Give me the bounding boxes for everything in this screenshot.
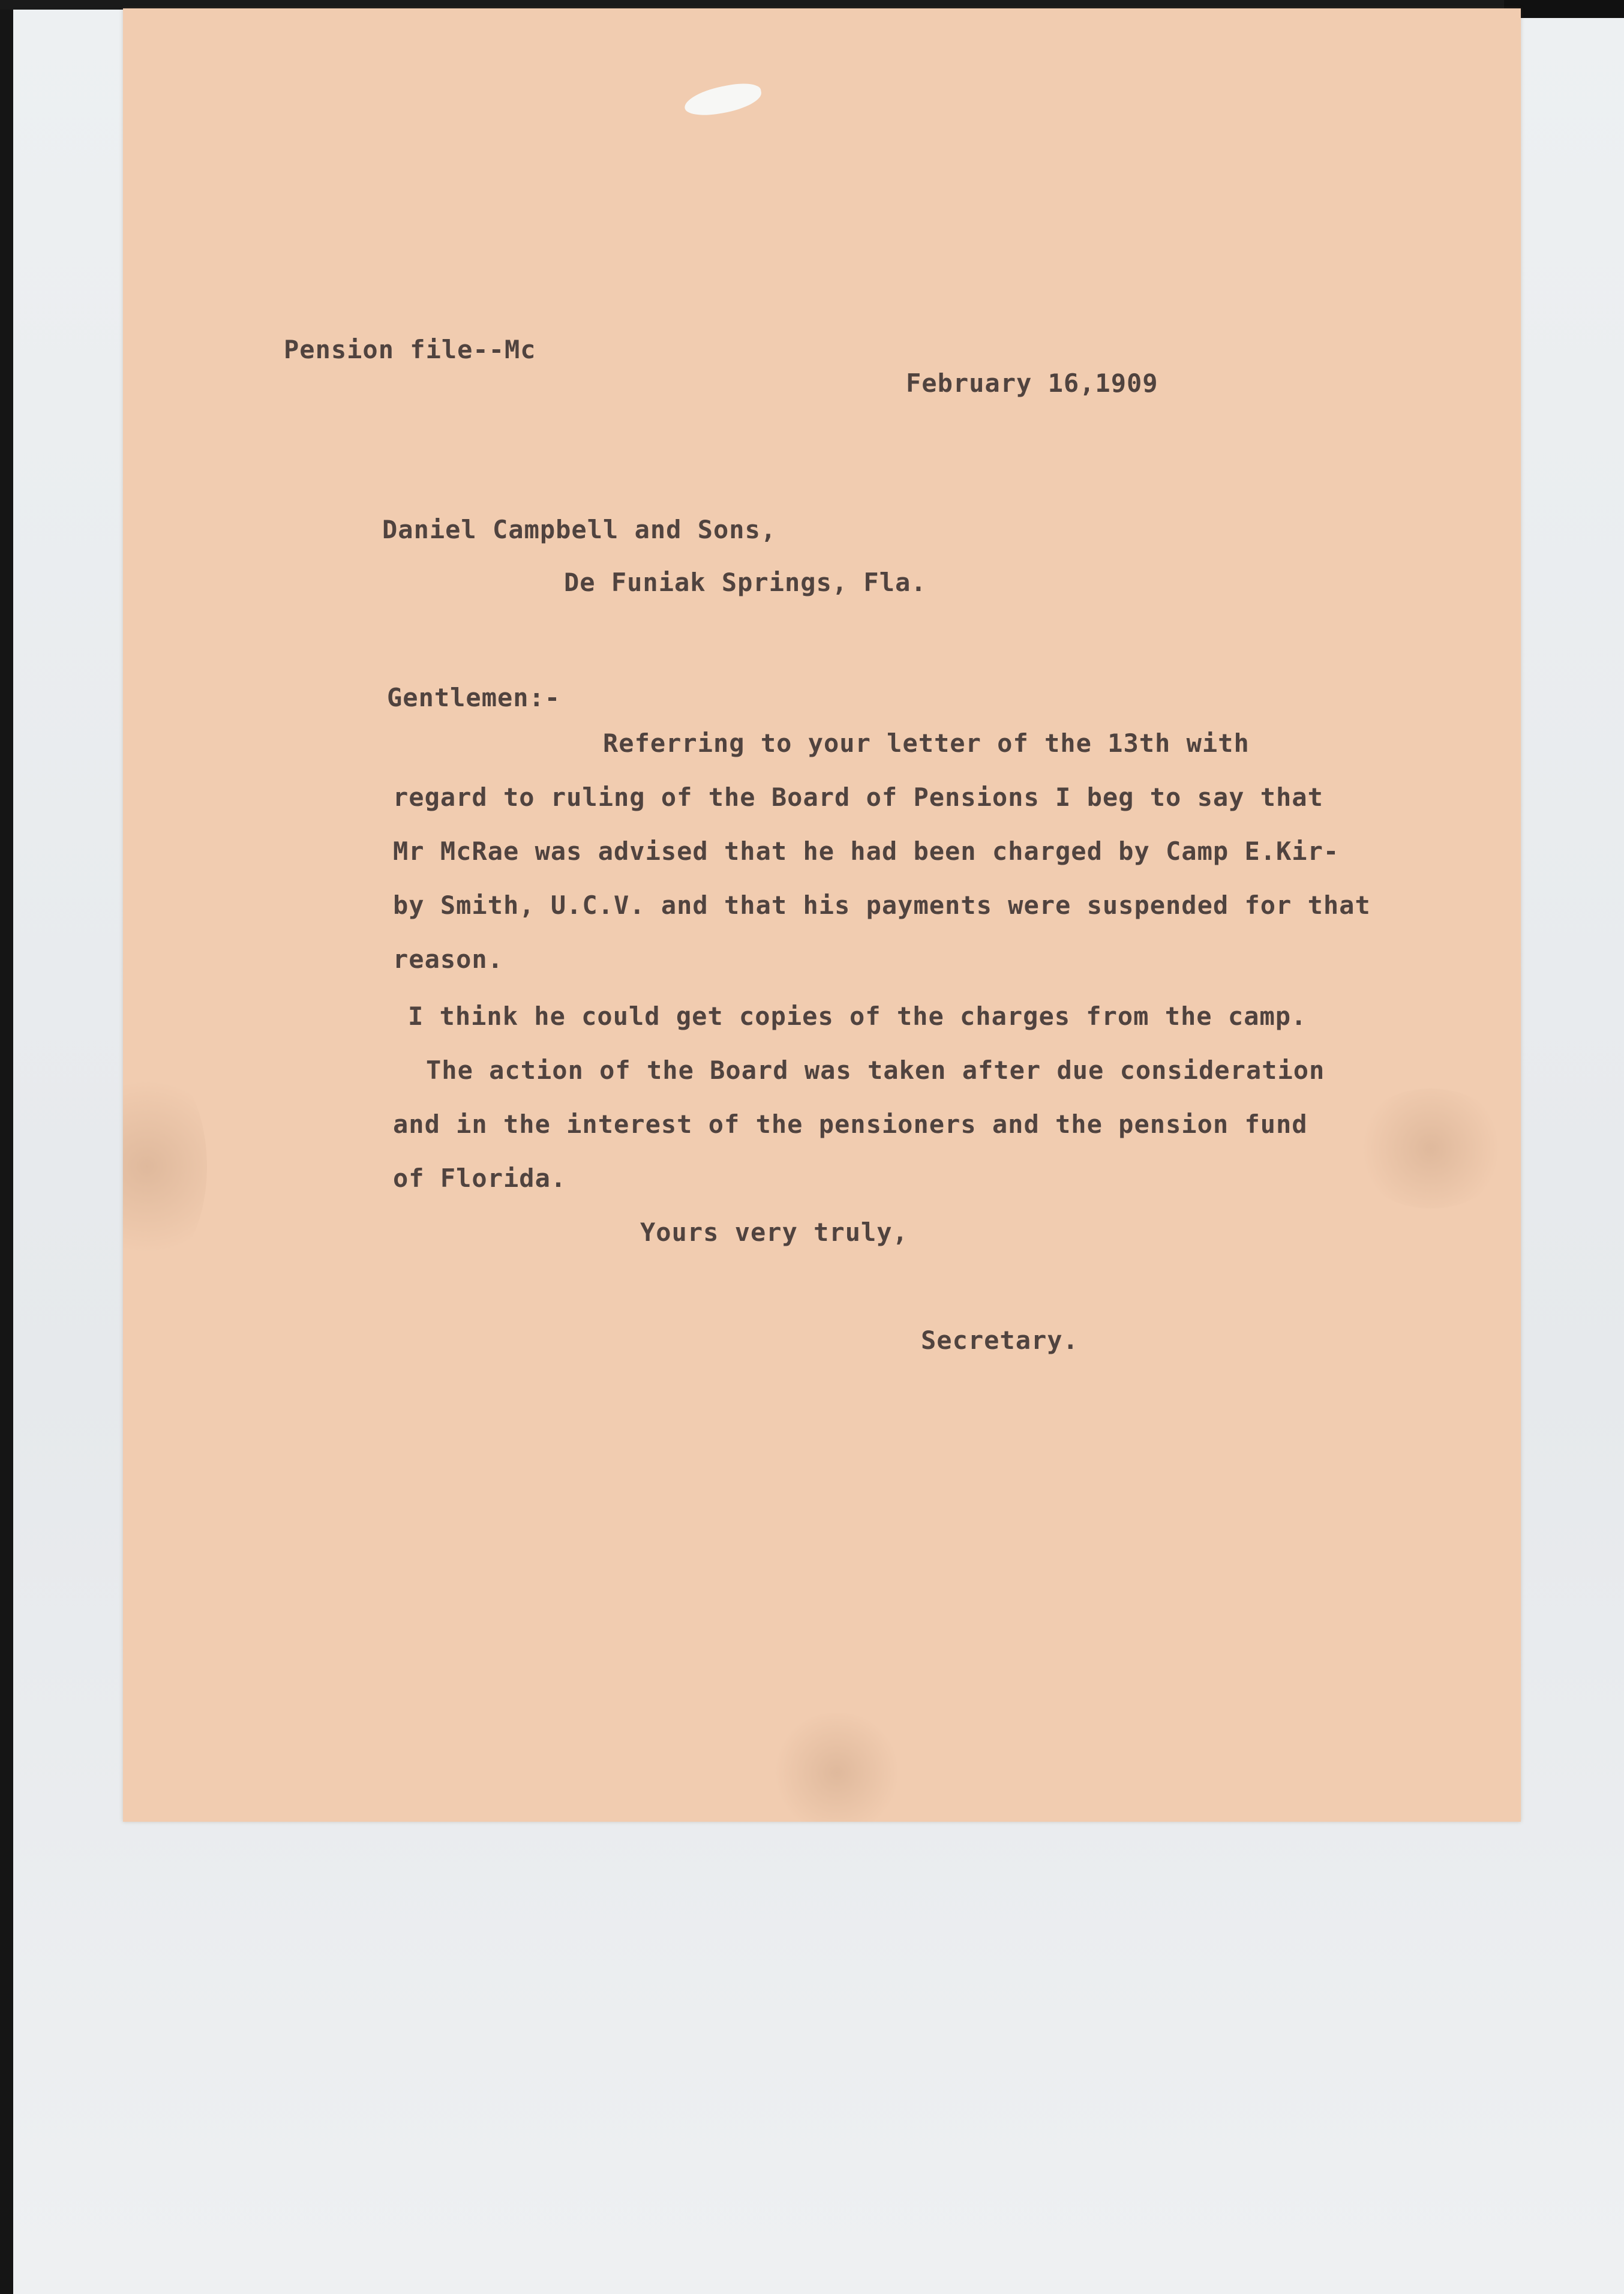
letter-sheet	[123, 8, 1521, 1822]
body-line: by Smith, U.C.V. and that his payments were suspended for that	[393, 890, 1371, 920]
torn-punch-hole	[682, 80, 764, 119]
paper-stain	[771, 1713, 903, 1822]
scanner-edge-right	[1504, 0, 1624, 18]
body-line: reason.	[393, 944, 504, 974]
addressee-location: De Funiak Springs, Fla.	[564, 568, 927, 597]
body-line: I think he could get copies of the charges from the camp.	[408, 1001, 1307, 1031]
body-line: Referring to your letter of the 13th with	[603, 728, 1250, 758]
file-reference: Pension file--Mc	[284, 335, 536, 364]
body-line: regard to ruling of the Board of Pensions I beg to say that	[393, 782, 1323, 812]
body-line: and in the interest of the pensioners and the pension fund	[393, 1109, 1308, 1139]
body-line: The action of the Board was taken after due consideration	[426, 1055, 1325, 1085]
paper-stain	[123, 1058, 207, 1275]
body-line: of Florida.	[393, 1164, 567, 1193]
signature-title: Secretary.	[921, 1326, 1079, 1355]
letter-date: February 16,1909	[906, 368, 1158, 398]
scanner-edge-left	[0, 0, 13, 2294]
body-line: Mr McRae was advised that he had been charged by Camp E.Kir-	[393, 836, 1340, 866]
addressee-name: Daniel Campbell and Sons,	[382, 515, 777, 544]
paper-stain	[1353, 1088, 1509, 1209]
closing: Yours very truly,	[640, 1218, 908, 1247]
salutation: Gentlemen:-	[387, 683, 561, 712]
